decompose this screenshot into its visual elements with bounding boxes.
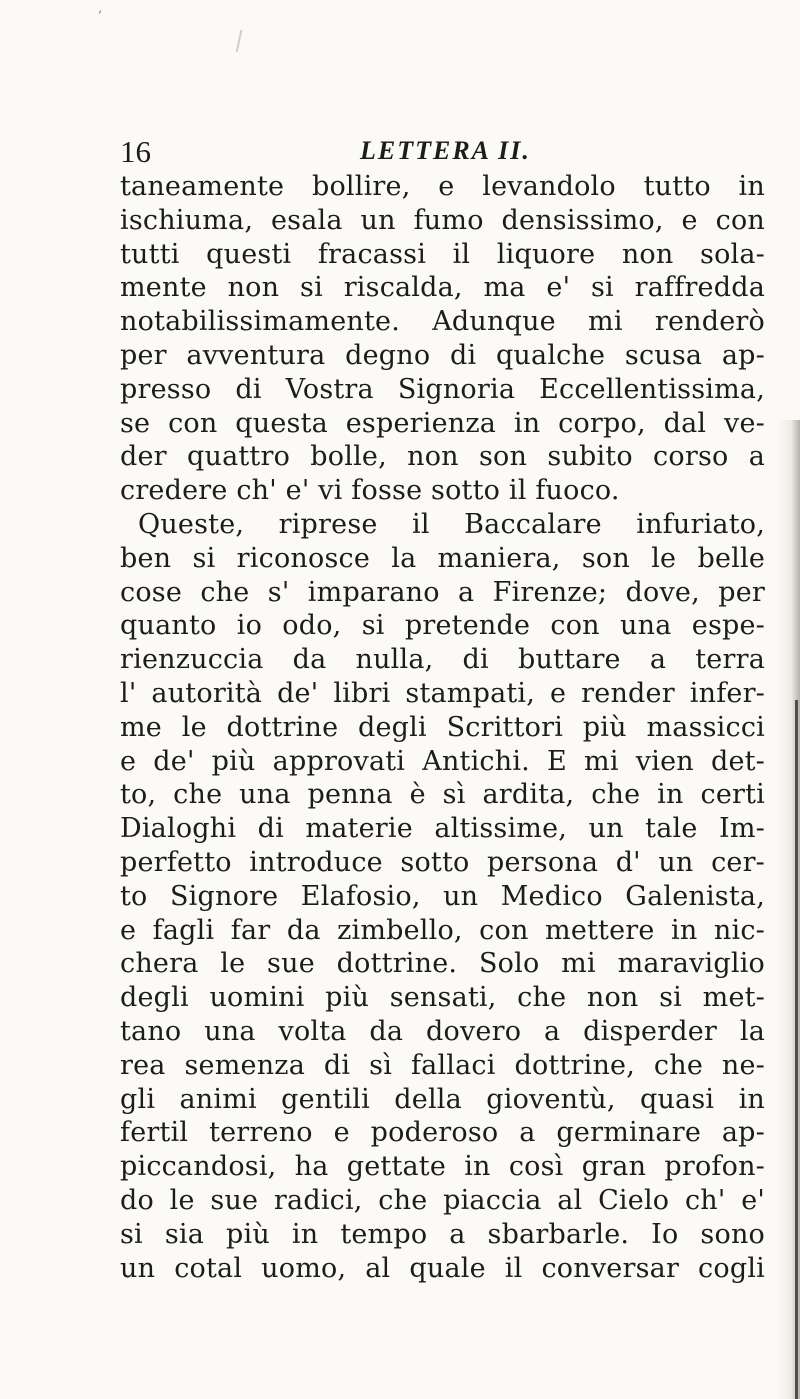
margin-mark: , xyxy=(98,0,103,16)
text-line: rea semenza di sì fallaci dottrine, che ne- xyxy=(120,1049,765,1081)
text-line: tutti questi fracassi il liquore non sola- xyxy=(120,238,765,270)
text-line: chera le sue dottrine. Solo mi maraviglio xyxy=(120,948,765,980)
text-line: ben si riconosce la maniera, son le belle xyxy=(120,542,765,574)
text-line: cose che s' imparano a Firenze; dove, per xyxy=(120,576,765,608)
text-line: rienzuccia da nulla, di buttare a terra xyxy=(120,644,765,676)
page-blemish xyxy=(236,30,251,52)
text-line: Dialoghi di materie altissime, un tale Im- xyxy=(120,813,765,845)
text-line: to Signore Elafosio, un Medico Galenista, xyxy=(120,880,765,912)
text-line: fertil terreno e poderoso a germinare ap- xyxy=(120,1117,765,1149)
text-line: un cotal uomo, al quale il conversar cogli xyxy=(120,1252,765,1284)
text-line: do le sue radici, che piaccia al Cielo ch' e' xyxy=(120,1184,765,1216)
text-line: quanto io odo, si pretende con una espe- xyxy=(120,610,765,642)
running-title: LETTERA II. xyxy=(360,136,531,165)
text-line: degli uomini più sensati, che non si met- xyxy=(120,982,765,1014)
text-line: presso di Vostra Signoria Eccellentissima, xyxy=(120,373,765,405)
text-line: gli animi gentili della gioventù, quasi in xyxy=(120,1083,765,1115)
text-line: e de' più approvati Antichi. E mi vien det- xyxy=(120,745,765,777)
page-edge-line xyxy=(795,700,798,1399)
text-line: tano una volta da dovero a disperder la xyxy=(120,1015,765,1047)
text-line: per avventura degno di qualche scusa ap- xyxy=(120,339,765,371)
text-line: perfetto introduce sotto persona d' un cer- xyxy=(120,846,765,878)
text-line: l' autorità de' libri stampati, e render infer- xyxy=(120,677,765,709)
text-line: ischiuma, esala un fumo densissimo, e con xyxy=(120,204,765,236)
text-line: me le dottrine degli Scrittori più massicci xyxy=(120,711,765,743)
text-line: piccandosi, ha gettate in così gran profon- xyxy=(120,1151,765,1183)
text-line: notabilissimamente. Adunque mi renderò xyxy=(120,306,765,338)
body-text xyxy=(120,170,765,1285)
text-line: Queste, riprese il Baccalare infuriato, xyxy=(138,508,765,540)
text-line: der quattro bolle, non son subito corso a xyxy=(120,441,765,473)
page-header xyxy=(120,134,760,172)
text-line: se con questa esperienza in corpo, dal ve- xyxy=(120,407,765,439)
text-line: credere ch' e' vi fosse sotto il fuoco. xyxy=(120,475,620,507)
text-line: si sia più in tempo a sbarbarle. Io sono xyxy=(120,1218,765,1250)
text-line: taneamente bollire, e levandolo tutto in xyxy=(120,171,765,202)
text-line: mente non si riscalda, ma e' si raffredda xyxy=(120,272,765,304)
page-number: 16 xyxy=(120,134,151,169)
text-line: e fagli far da zimbello, con mettere in nic- xyxy=(120,914,765,946)
text-line: to, che una penna è sì ardita, che in certi xyxy=(120,779,765,811)
